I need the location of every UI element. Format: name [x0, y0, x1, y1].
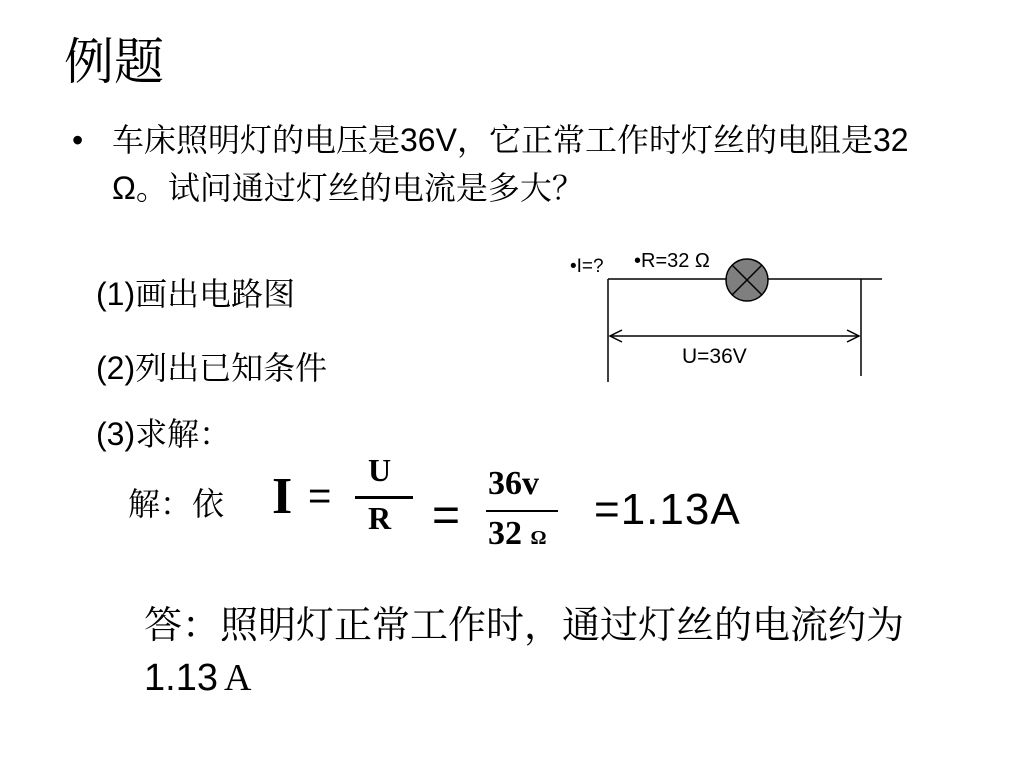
equation-equals-sign: =: [308, 474, 332, 518]
equation-result: =1.13A: [594, 485, 741, 534]
equation-denominator-symbol: R: [368, 500, 392, 536]
voltage-label: U=36V: [682, 345, 747, 368]
fraction-bar-values: [486, 510, 558, 512]
resistance-label: •R=32 Ω: [634, 250, 710, 272]
equation-numerator-value: 36v: [488, 465, 539, 502]
equation-equals-sign-2: =: [432, 489, 461, 542]
slide-title: 例题: [64, 33, 164, 91]
step-solve: (3)求解：: [96, 416, 232, 452]
equation-denominator-value: [488, 514, 547, 558]
voltage-arrow: [610, 330, 859, 342]
denominator-number: 32: [488, 515, 522, 552]
solution-prefix: 解：依: [128, 486, 225, 522]
problem-statement: 车床照明灯的电压是36V，它正常工作时灯丝的电阻是32 Ω。试问通过灯丝的电流是多大？: [112, 122, 909, 206]
answer-sentence: 答：照明灯正常工作时，通过灯丝的电流约为: [144, 605, 905, 647]
equation-current-symbol: I: [272, 468, 293, 525]
step-draw-circuit: (1)画出电路图: [96, 276, 296, 312]
current-label: •I=?: [570, 256, 604, 277]
answer-text: [144, 600, 944, 704]
answer-value: 1.13: [144, 657, 218, 699]
lamp-icon: [726, 259, 768, 301]
fraction-bar-formula: [355, 496, 413, 499]
equation-numerator-symbol: U: [368, 452, 392, 488]
answer-unit: A: [223, 657, 252, 699]
step-list-conditions: (2)列出已知条件: [96, 350, 328, 386]
denominator-unit: Ω: [530, 527, 547, 549]
bullet-marker: •: [72, 122, 84, 158]
